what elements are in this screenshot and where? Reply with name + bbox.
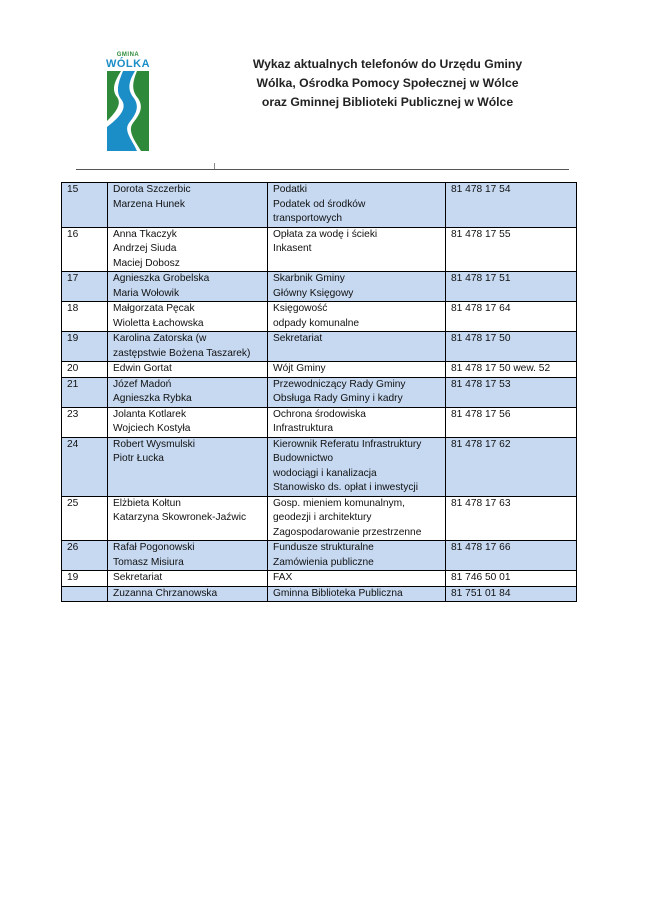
room-number: 24 xyxy=(62,437,108,496)
phone-number: 81 478 17 64 xyxy=(446,302,577,332)
employee-name: Marzena Hunek xyxy=(113,198,185,210)
employee-name: Karolina Zatorska (w xyxy=(113,333,207,344)
table-row xyxy=(62,362,577,378)
employee-name: zastępstwie Bożena Taszarek) xyxy=(113,347,251,359)
phone-number: 81 478 17 55 xyxy=(446,227,577,272)
phone-number: 81 478 17 66 xyxy=(446,541,577,571)
employee-name: Andrzej Siuda xyxy=(113,243,177,254)
phone-number: 81 478 17 63 xyxy=(446,496,577,541)
phone-directory-table xyxy=(61,182,577,602)
room-number: 23 xyxy=(62,407,108,437)
employee-name: Elżbieta Kołtun xyxy=(113,497,181,509)
table-row xyxy=(62,302,577,332)
employee-name: Katarzyna Skowronek-Jaźwic xyxy=(113,512,247,523)
table-row xyxy=(62,407,577,437)
employee-names xyxy=(108,571,268,587)
table-row xyxy=(62,571,577,587)
duty-line: Inkasent xyxy=(273,243,312,254)
room-number: 17 xyxy=(62,272,108,302)
duty-line: geodezji i architektury xyxy=(273,512,372,523)
table-row xyxy=(62,586,577,602)
employee-name: Edwin Gortat xyxy=(113,363,172,374)
employee-name: Sekretariat xyxy=(113,572,163,583)
duty-line: Gosp. mieniem komunalnym, xyxy=(273,497,405,509)
employee-names xyxy=(108,272,268,302)
duty-line: Podatek od środków xyxy=(273,198,366,210)
phone-number: 81 478 17 56 xyxy=(446,407,577,437)
employee-name: Józef Madoń xyxy=(113,378,172,390)
employee-names xyxy=(108,541,268,571)
duty-line: Księgowość xyxy=(273,303,328,314)
employee-names xyxy=(108,407,268,437)
room-number: 16 xyxy=(62,227,108,272)
duty-line: Wójt Gminy xyxy=(273,363,326,374)
duty-line: Ochrona środowiska xyxy=(273,408,366,420)
phone-number: 81 751 01 84 xyxy=(446,586,577,602)
duty-line: Podatki xyxy=(273,184,307,195)
duty-line: Kierownik Referatu Infrastruktury xyxy=(273,438,422,450)
employee-name: Zuzanna Chrzanowska xyxy=(113,587,218,599)
room-number: 25 xyxy=(62,496,108,541)
duty-line: Stanowisko ds. opłat i inwestycji xyxy=(273,482,418,493)
employee-names xyxy=(108,377,268,407)
employee-name: Agnieszka Grobelska xyxy=(113,273,210,284)
duty-line: wodociągi i kanalizacja xyxy=(273,467,377,479)
phone-number: 81 478 17 54 xyxy=(446,183,577,228)
table-row xyxy=(62,183,577,228)
employee-name: Robert Wysmulski xyxy=(113,438,195,450)
room-number: 18 xyxy=(62,302,108,332)
phone-number: 81 478 17 51 xyxy=(446,272,577,302)
employee-names xyxy=(108,496,268,541)
duties-cell xyxy=(268,272,446,302)
duty-line: Skarbnik Gminy xyxy=(273,273,345,284)
title-line: Wólka, Ośrodka Pomocy Społecznej w Wólce xyxy=(256,76,519,90)
phone-number: 81 478 17 50 xyxy=(446,332,577,362)
duties-cell xyxy=(268,407,446,437)
duties-cell xyxy=(268,496,446,541)
duties-cell xyxy=(268,302,446,332)
duty-line: Zagospodarowanie przestrzenne xyxy=(273,526,422,538)
duty-line: Opłata za wodę i ścieki xyxy=(273,228,378,240)
phone-number: 81 478 17 53 xyxy=(446,377,577,407)
header-divider-tick xyxy=(214,163,215,169)
table-row xyxy=(62,377,577,407)
duty-line: Gminna Biblioteka Publiczna xyxy=(273,587,403,599)
table-row xyxy=(62,437,577,496)
duties-cell xyxy=(268,437,446,496)
table-row xyxy=(62,272,577,302)
duties-cell xyxy=(268,377,446,407)
duty-line: transportowych xyxy=(273,213,343,224)
phone-number: 81 478 17 50 wew. 52 xyxy=(446,362,577,378)
table-row xyxy=(62,541,577,571)
duties-cell xyxy=(268,586,446,602)
phone-number: 81 746 50 01 xyxy=(446,571,577,587)
room-number: 15 xyxy=(62,183,108,228)
duty-line: Fundusze strukturalne xyxy=(273,542,374,553)
header-divider xyxy=(76,169,569,170)
duty-line: Sekretariat xyxy=(273,333,323,344)
employee-name: Maciej Dobosz xyxy=(113,257,180,269)
room-number: 19 xyxy=(62,571,108,587)
employee-name: Maria Wołowik xyxy=(113,287,180,299)
employee-names xyxy=(108,227,268,272)
river-emblem-icon xyxy=(103,71,153,151)
employee-names xyxy=(108,332,268,362)
duty-line: Główny Księgowy xyxy=(273,287,354,299)
employee-names xyxy=(108,362,268,378)
employee-names xyxy=(108,437,268,496)
employee-name: Małgorzata Pęcak xyxy=(113,303,195,314)
duty-line: Infrastruktura xyxy=(273,423,334,434)
employee-names xyxy=(108,586,268,602)
room-number: 19 xyxy=(62,332,108,362)
emblem-left-green xyxy=(107,71,121,121)
title-line: oraz Gminnej Biblioteki Publicznej w Wólce xyxy=(261,95,514,109)
duties-cell xyxy=(268,541,446,571)
duties-cell xyxy=(268,227,446,272)
employee-name: Anna Tkaczyk xyxy=(113,228,177,240)
duties-cell xyxy=(268,362,446,378)
employee-name: Dorota Szczerbic xyxy=(113,184,191,195)
employee-name: Agnieszka Rybka xyxy=(113,393,192,404)
duties-cell xyxy=(268,332,446,362)
duty-line: Budownictwo xyxy=(273,453,334,464)
table-row xyxy=(62,496,577,541)
employee-name: Tomasz Misiura xyxy=(113,556,184,568)
gmina-logo xyxy=(100,52,156,152)
room-number: 26 xyxy=(62,541,108,571)
table-row xyxy=(62,332,577,362)
duties-cell xyxy=(268,571,446,587)
phone-number: 81 478 17 62 xyxy=(446,437,577,496)
employee-name: Rafał Pogonowski xyxy=(113,542,195,553)
employee-name: Piotr Łucka xyxy=(113,453,164,464)
employee-names xyxy=(108,302,268,332)
employee-names xyxy=(108,183,268,228)
room-number: 21 xyxy=(62,377,108,407)
room-number: 20 xyxy=(62,362,108,378)
document-title xyxy=(215,55,560,112)
duties-cell xyxy=(268,183,446,228)
employee-name: Jolanta Kotlarek xyxy=(113,408,187,420)
duty-line: Przewodniczący Rady Gminy xyxy=(273,378,406,390)
logo-gmina-text: GMINA xyxy=(116,52,140,58)
duty-line: FAX xyxy=(273,572,293,583)
employee-name: Wojciech Kostyła xyxy=(113,423,191,434)
table-row xyxy=(62,227,577,272)
duty-line: Zamówienia publiczne xyxy=(273,556,374,568)
logo-name-text: WÓLKA xyxy=(105,58,151,70)
room-number xyxy=(62,586,108,602)
duty-line: Obsługa Rady Gminy i kadry xyxy=(273,393,403,404)
duty-line: odpady komunalne xyxy=(273,317,360,329)
employee-name: Wioletta Łachowska xyxy=(113,317,204,329)
title-line: Wykaz aktualnych telefonów do Urzędu Gminy xyxy=(252,57,523,71)
